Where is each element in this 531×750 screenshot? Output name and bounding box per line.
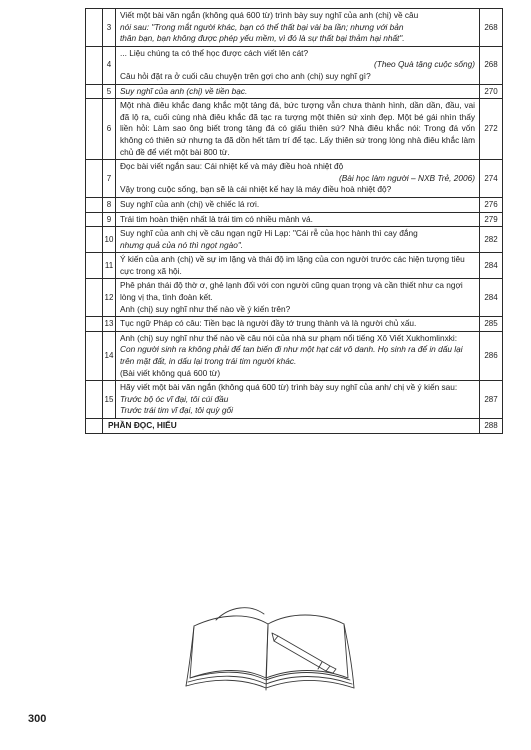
item-text: thân bạn, bạn không được phép yếu mềm, vì đó là sự thất bại thảm hại nhất". [120, 33, 405, 44]
item-content [116, 9, 480, 47]
left-margin-cell [86, 212, 103, 227]
item-number: 11 [103, 253, 116, 279]
section-page-ref: 288 [480, 419, 503, 434]
item-content [116, 84, 480, 99]
item-text: Phê phán thái độ thờ ơ, ghẻ lạnh đối với con người cũng quan trọng và cần thiết như ca ngợi lòng vị tha, tình đoàn kết. [120, 280, 463, 303]
item-number: 14 [103, 331, 116, 380]
page-ref: 284 [480, 279, 503, 317]
item-number: 15 [103, 381, 116, 419]
item-text: Trước trái tim vĩ đại, tôi quỳ gối [120, 405, 233, 416]
toc-row [86, 317, 503, 332]
item-text: ... Liệu chúng ta có thể học được cách viết lên cát? [120, 47, 309, 58]
toc-row [86, 253, 503, 279]
page-ref: 282 [480, 227, 503, 253]
toc-row [86, 197, 503, 212]
toc-row [86, 279, 503, 317]
table-of-contents [85, 8, 503, 434]
item-number: 4 [103, 46, 116, 84]
left-margin-cell [86, 46, 103, 84]
page-ref: 279 [480, 212, 503, 227]
page-ref: 285 [480, 317, 503, 332]
item-text: Anh (chị) suy nghĩ như thế nào về ý kiến trên? [120, 303, 291, 314]
item-number: 9 [103, 212, 116, 227]
item-text: Suy nghĩ của anh chị về câu ngạn ngữ Hi Lạp: "Cái rễ của học hành thì cay đắng [120, 228, 418, 239]
toc-row [86, 160, 503, 198]
item-text: Một nhà điêu khắc đang khắc một tảng đá, bức tượng vẫn chưa thành hình, dần dần, đầu, vai đã lộ ra, cuối cùng nhà điêu khắc đã tạc ra tượng một thiên sứ xinh đẹp. Một bé gái nhìn thấy liền hỏi: Làm sao ông biết trong tảng đá có giấu thiên sứ? Nhà điêu khắc nói: Trong đá vốn không có thiên sứ nhưng ta đã dồn hết tâm trí để tạc. Lấy thiên sứ trong lòng nhà điêu khắc làm chủ đề để viết một bài 800 từ. [120, 100, 475, 157]
item-text: Viết một bài văn ngắn (không quá 600 từ) trình bày suy nghĩ của anh (chị) về câu [120, 10, 419, 20]
page-ref: 268 [480, 46, 503, 84]
toc-row [86, 99, 503, 160]
left-margin-cell [86, 227, 103, 253]
section-row [86, 419, 503, 434]
item-content [116, 197, 480, 212]
item-content [116, 46, 480, 84]
toc-row [86, 381, 503, 419]
item-text: Suy nghĩ của anh (chị) về tiền bạc. [120, 85, 248, 96]
item-content [116, 253, 480, 279]
item-content [116, 279, 480, 317]
item-number: 5 [103, 84, 116, 99]
toc-body [86, 9, 503, 434]
item-content [116, 99, 480, 160]
left-margin-cell [86, 253, 103, 279]
item-text: Ý kiến của anh (chị) về sự im lặng và thái độ im lặng của con người trước các hiện tượng tiêu cực trong xã hội. [120, 254, 465, 276]
item-content [116, 227, 480, 253]
left-margin-cell [86, 84, 103, 99]
item-content [116, 331, 480, 380]
item-text: (Theo Quà tặng cuộc sống) [373, 59, 475, 70]
section-title: PHẦN ĐỌC, HIỂU [103, 419, 480, 434]
item-number: 3 [103, 9, 116, 47]
item-content [116, 212, 480, 227]
toc-row [86, 84, 503, 99]
item-text: Hãy viết một bài văn ngắn (không quá 600 từ) trình bày suy nghĩ của anh/ chị về ý kiến sau: [120, 382, 458, 393]
page-ref: 268 [480, 9, 503, 47]
left-margin-cell [86, 9, 103, 47]
item-text: Tục ngữ Pháp có câu: Tiền bạc là người đầy tớ trung thành và là người chủ xấu. [120, 318, 417, 329]
item-text: Anh (chị) suy nghĩ như thế nào về câu nói của nhà sư phạm nổi tiếng Xô Viết Xukhomlinxki: [120, 332, 458, 343]
left-margin-cell [86, 279, 103, 317]
item-number: 6 [103, 99, 116, 160]
item-text: Đọc bài viết ngắn sau: Cái nhiệt kế và máy điều hoà nhiệt độ [120, 161, 344, 172]
item-text: nhưng quả của nó thì ngọt ngào". [120, 239, 244, 250]
toc-row [86, 9, 503, 47]
item-number: 13 [103, 317, 116, 332]
item-number: 12 [103, 279, 116, 317]
page-ref: 284 [480, 253, 503, 279]
page-ref: 286 [480, 331, 503, 380]
toc-row [86, 331, 503, 380]
open-book-with-pen-icon [180, 600, 355, 698]
left-margin-cell [86, 381, 103, 419]
item-text: Con người sinh ra không phải để tan biến đi như một hạt cát vô danh. Họ sinh ra để in dấu lại trên mặt đất, in dấu lại trong trái tim người khác. [120, 344, 463, 367]
page-ref: 274 [480, 160, 503, 198]
left-margin-cell [86, 160, 103, 198]
item-number: 10 [103, 227, 116, 253]
item-number: 8 [103, 197, 116, 212]
item-text: nói sau: "Trong mắt người khác, bạn có thể thất bại vài ba lần; nhưng với bản [120, 21, 404, 32]
item-content [116, 160, 480, 198]
item-text: Vậy trong cuộc sống, bạn sẽ là cái nhiệt kế hay là máy điều hoà nhiệt độ? [120, 184, 392, 195]
page-number: 300 [28, 713, 47, 725]
page-ref: 276 [480, 197, 503, 212]
toc-row [86, 46, 503, 84]
page-ref: 270 [480, 84, 503, 99]
item-text: Suy nghĩ của anh (chị) về chiếc lá rơi. [120, 198, 260, 209]
item-text: Câu hỏi đặt ra ở cuối câu chuyện trên gợi cho anh (chị) suy nghĩ gì? [120, 70, 371, 81]
toc-row [86, 212, 503, 227]
item-content [116, 317, 480, 332]
page-ref: 287 [480, 381, 503, 419]
left-margin-cell [86, 317, 103, 332]
toc-row [86, 227, 503, 253]
item-content [116, 381, 480, 419]
left-margin-cell [86, 419, 103, 434]
item-text: (Bài học làm người – NXB Trẻ, 2006) [338, 172, 475, 183]
left-margin-cell [86, 331, 103, 380]
item-number: 7 [103, 160, 116, 198]
item-text: Trước bộ óc vĩ đại, tôi cúi đầu [120, 393, 229, 404]
page-ref: 272 [480, 99, 503, 160]
item-text: (Bài viết không quá 600 từ) [120, 367, 221, 378]
left-margin-cell [86, 197, 103, 212]
item-text: Trái tim hoàn thiện nhất là trái tim có nhiều mảnh vá. [120, 213, 313, 224]
left-margin-cell [86, 99, 103, 160]
